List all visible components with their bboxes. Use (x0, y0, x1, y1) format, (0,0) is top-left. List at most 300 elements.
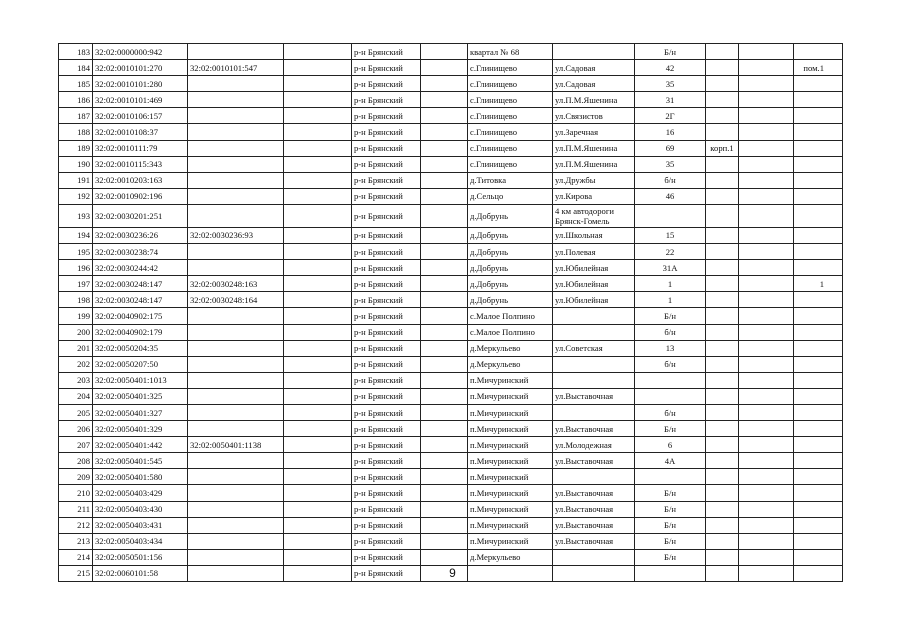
cell-linked-cadastral-number (188, 404, 284, 420)
cell-settlement: п.Мичуринский (468, 501, 553, 517)
cell-building (706, 60, 739, 76)
cell-building (706, 308, 739, 324)
table-row (59, 356, 843, 372)
cell-extra (739, 92, 794, 108)
cell-row-number: 197 (59, 276, 93, 292)
table-row (59, 501, 843, 517)
cell-street: ул.Молодежная (553, 437, 635, 453)
cell-settlement: д.Добрунь (468, 276, 553, 292)
cell-extra (739, 60, 794, 76)
cell-extra (739, 188, 794, 204)
cell-settlement: д.Меркульево (468, 356, 553, 372)
cell-house-number: 31А (635, 260, 706, 276)
cell-district-extra (421, 437, 468, 453)
cell-street: ул.Школьная (553, 227, 635, 243)
cell-district: р-н Брянский (352, 324, 421, 340)
cell-apartment (794, 404, 843, 420)
cell-linked-cadastral-number (188, 421, 284, 437)
cell-district: р-н Брянский (352, 404, 421, 420)
cell-district-extra (421, 244, 468, 260)
cell-district-extra (421, 372, 468, 388)
cell-linked-cadastral-number (188, 156, 284, 172)
cell-apartment (794, 372, 843, 388)
cell-house-number: 16 (635, 124, 706, 140)
cell-apartment (794, 44, 843, 60)
cell-region-extra (284, 292, 352, 308)
cell-extra (739, 204, 794, 227)
cell-street (553, 44, 635, 60)
cell-region-extra (284, 485, 352, 501)
cell-region-extra (284, 356, 352, 372)
cell-extra (739, 140, 794, 156)
cell-building (706, 372, 739, 388)
cell-settlement: с.Глинищево (468, 140, 553, 156)
cell-building (706, 340, 739, 356)
cell-extra (739, 437, 794, 453)
cell-row-number: 194 (59, 227, 93, 243)
table-row (59, 485, 843, 501)
cell-extra (739, 76, 794, 92)
cell-district: р-н Брянский (352, 227, 421, 243)
cell-region-extra (284, 156, 352, 172)
cell-cadastral-number: 32:02:0050403:429 (93, 485, 188, 501)
cell-district-extra (421, 227, 468, 243)
cell-settlement: п.Мичуринский (468, 421, 553, 437)
table-row (59, 60, 843, 76)
table-row (59, 292, 843, 308)
cell-row-number: 193 (59, 204, 93, 227)
cell-extra (739, 549, 794, 565)
cell-region-extra (284, 372, 352, 388)
cell-linked-cadastral-number (188, 92, 284, 108)
table-row (59, 204, 843, 227)
cell-extra (739, 340, 794, 356)
cell-district: р-н Брянский (352, 437, 421, 453)
cell-extra (739, 421, 794, 437)
table-row (59, 324, 843, 340)
cell-settlement: д.Добрунь (468, 204, 553, 227)
cell-district-extra (421, 156, 468, 172)
cell-region-extra (284, 204, 352, 227)
cell-cadastral-number: 32:02:0010101:280 (93, 76, 188, 92)
cell-street (553, 404, 635, 420)
cell-region-extra (284, 227, 352, 243)
cell-row-number: 183 (59, 44, 93, 60)
cell-cadastral-number: 32:02:0010902:196 (93, 188, 188, 204)
cell-house-number: 2Г (635, 108, 706, 124)
cell-district: р-н Брянский (352, 469, 421, 485)
cell-cadastral-number: 32:02:0030248:147 (93, 292, 188, 308)
cell-house-number: 13 (635, 340, 706, 356)
cell-apartment (794, 501, 843, 517)
cell-linked-cadastral-number (188, 388, 284, 404)
cell-apartment (794, 292, 843, 308)
cell-cadastral-number: 32:02:0030244:42 (93, 260, 188, 276)
cell-apartment (794, 388, 843, 404)
cell-linked-cadastral-number (188, 124, 284, 140)
table-row (59, 124, 843, 140)
cell-cadastral-number: 32:02:0030236:26 (93, 227, 188, 243)
cell-extra (739, 324, 794, 340)
cell-cadastral-number: 32:02:0050403:431 (93, 517, 188, 533)
cell-district-extra (421, 308, 468, 324)
cell-linked-cadastral-number (188, 372, 284, 388)
cell-district: р-н Брянский (352, 356, 421, 372)
cell-cadastral-number: 32:02:0030238:74 (93, 244, 188, 260)
cell-apartment (794, 356, 843, 372)
cell-building: корп.1 (706, 140, 739, 156)
cell-district-extra (421, 501, 468, 517)
cell-region-extra (284, 388, 352, 404)
table-row (59, 92, 843, 108)
cell-street: ул.Выставочная (553, 517, 635, 533)
table-row (59, 308, 843, 324)
cell-cadastral-number: 32:02:0010108:37 (93, 124, 188, 140)
cell-region-extra (284, 421, 352, 437)
cell-district: р-н Брянский (352, 388, 421, 404)
cell-district-extra (421, 60, 468, 76)
cell-region-extra (284, 244, 352, 260)
cell-extra (739, 172, 794, 188)
cell-linked-cadastral-number (188, 140, 284, 156)
cell-linked-cadastral-number (188, 188, 284, 204)
cell-building (706, 44, 739, 60)
cell-street: 4 км автодороги Брянск-Гомель (553, 204, 635, 227)
cell-settlement: д.Добрунь (468, 227, 553, 243)
cell-row-number: 199 (59, 308, 93, 324)
cell-apartment (794, 517, 843, 533)
cell-building (706, 356, 739, 372)
cell-street: ул.П.М.Яшенина (553, 140, 635, 156)
cell-district: р-н Брянский (352, 172, 421, 188)
cell-district-extra (421, 453, 468, 469)
cell-building (706, 276, 739, 292)
cell-district-extra (421, 356, 468, 372)
cell-building (706, 469, 739, 485)
cell-building (706, 388, 739, 404)
cell-cadastral-number: 32:02:0050401:327 (93, 404, 188, 420)
cell-district: р-н Брянский (352, 44, 421, 60)
cell-region-extra (284, 172, 352, 188)
cell-linked-cadastral-number (188, 260, 284, 276)
cell-house-number (635, 388, 706, 404)
cell-linked-cadastral-number (188, 108, 284, 124)
cell-street: ул.Выставочная (553, 453, 635, 469)
cell-district-extra (421, 76, 468, 92)
cell-house-number: 22 (635, 244, 706, 260)
cell-apartment (794, 453, 843, 469)
cell-settlement: с.Глинищево (468, 92, 553, 108)
cell-region-extra (284, 188, 352, 204)
cell-region-extra (284, 404, 352, 420)
cell-settlement: с.Глинищево (468, 76, 553, 92)
cell-linked-cadastral-number (188, 244, 284, 260)
cell-row-number: 204 (59, 388, 93, 404)
cell-extra (739, 356, 794, 372)
cell-building (706, 260, 739, 276)
cell-building (706, 92, 739, 108)
cell-region-extra (284, 549, 352, 565)
cell-district: р-н Брянский (352, 76, 421, 92)
cell-street (553, 469, 635, 485)
cell-building (706, 421, 739, 437)
cell-house-number (635, 204, 706, 227)
cell-extra (739, 517, 794, 533)
cell-street: ул.Юбилейная (553, 276, 635, 292)
cell-settlement: д.Титовка (468, 172, 553, 188)
cell-cadastral-number: 32:02:0050403:430 (93, 501, 188, 517)
cell-linked-cadastral-number (188, 549, 284, 565)
cell-district-extra (421, 388, 468, 404)
cell-linked-cadastral-number (188, 76, 284, 92)
cell-linked-cadastral-number (188, 517, 284, 533)
cell-district: р-н Брянский (352, 92, 421, 108)
cell-apartment (794, 421, 843, 437)
cell-street: ул.П.М.Яшенина (553, 92, 635, 108)
cell-house-number: Б/н (635, 501, 706, 517)
cell-linked-cadastral-number (188, 204, 284, 227)
cell-building (706, 437, 739, 453)
table-row (59, 533, 843, 549)
cell-street (553, 308, 635, 324)
cell-house-number: 4А (635, 453, 706, 469)
cell-street: ул.Дружбы (553, 172, 635, 188)
cell-street (553, 324, 635, 340)
cell-district-extra (421, 124, 468, 140)
cell-settlement: д.Добрунь (468, 244, 553, 260)
cell-apartment (794, 324, 843, 340)
cell-district-extra (421, 92, 468, 108)
cell-street (553, 372, 635, 388)
table-row (59, 260, 843, 276)
cell-district-extra (421, 469, 468, 485)
cell-apartment (794, 260, 843, 276)
cell-settlement: с.Малое Полпино (468, 308, 553, 324)
cell-street: ул.П.М.Яшенина (553, 156, 635, 172)
cell-district: р-н Брянский (352, 188, 421, 204)
cell-district-extra (421, 172, 468, 188)
cell-apartment (794, 108, 843, 124)
cell-cadastral-number: 32:02:0050207:50 (93, 356, 188, 372)
cell-house-number: 1 (635, 292, 706, 308)
cell-region-extra (284, 92, 352, 108)
cell-row-number: 190 (59, 156, 93, 172)
cell-region-extra (284, 469, 352, 485)
cell-district: р-н Брянский (352, 60, 421, 76)
cell-apartment (794, 549, 843, 565)
cell-apartment (794, 140, 843, 156)
cell-building (706, 76, 739, 92)
cell-house-number: 35 (635, 156, 706, 172)
cell-street (553, 549, 635, 565)
cell-apartment (794, 124, 843, 140)
cell-building (706, 453, 739, 469)
cell-building (706, 172, 739, 188)
cell-cadastral-number: 32:02:0050401:545 (93, 453, 188, 469)
cell-extra (739, 388, 794, 404)
cell-building (706, 485, 739, 501)
cell-building (706, 108, 739, 124)
cell-apartment (794, 204, 843, 227)
cell-house-number: б/н (635, 324, 706, 340)
cell-extra (739, 44, 794, 60)
cell-cadastral-number: 32:02:0040902:179 (93, 324, 188, 340)
cell-extra (739, 156, 794, 172)
cell-region-extra (284, 276, 352, 292)
cell-region-extra (284, 340, 352, 356)
cell-district: р-н Брянский (352, 108, 421, 124)
cell-extra (739, 244, 794, 260)
cell-house-number: б/н (635, 356, 706, 372)
cell-linked-cadastral-number (188, 533, 284, 549)
cell-street: ул.Садовая (553, 60, 635, 76)
cell-extra (739, 292, 794, 308)
cell-cadastral-number: 32:02:0010115:343 (93, 156, 188, 172)
cell-building (706, 204, 739, 227)
cell-row-number: 198 (59, 292, 93, 308)
cell-row-number: 201 (59, 340, 93, 356)
cell-district: р-н Брянский (352, 340, 421, 356)
cell-cadastral-number: 32:02:0030201:251 (93, 204, 188, 227)
cell-settlement: д.Меркульево (468, 340, 553, 356)
cell-house-number: Б/н (635, 308, 706, 324)
cell-house-number: 69 (635, 140, 706, 156)
cell-building (706, 404, 739, 420)
cell-settlement: п.Мичуринский (468, 437, 553, 453)
cell-cadastral-number: 32:02:0010101:469 (93, 92, 188, 108)
cell-linked-cadastral-number (188, 340, 284, 356)
cell-building (706, 292, 739, 308)
cell-row-number: 213 (59, 533, 93, 549)
cell-house-number: 31 (635, 92, 706, 108)
cell-linked-cadastral-number (188, 44, 284, 60)
cell-apartment (794, 533, 843, 549)
cell-extra (739, 453, 794, 469)
cell-house-number: 6 (635, 437, 706, 453)
property-register-table (58, 43, 843, 582)
cell-district-extra (421, 485, 468, 501)
cell-district: р-н Брянский (352, 372, 421, 388)
cell-district: р-н Брянский (352, 421, 421, 437)
table-row (59, 453, 843, 469)
cell-extra (739, 533, 794, 549)
cell-settlement: п.Мичуринский (468, 372, 553, 388)
cell-row-number: 205 (59, 404, 93, 420)
cell-apartment (794, 244, 843, 260)
cell-district-extra (421, 324, 468, 340)
cell-district-extra (421, 404, 468, 420)
cell-settlement: с.Глинищево (468, 60, 553, 76)
cell-cadastral-number: 32:02:0010111:79 (93, 140, 188, 156)
cell-district-extra (421, 188, 468, 204)
cell-extra (739, 276, 794, 292)
cell-house-number: Б/н (635, 421, 706, 437)
cell-district: р-н Брянский (352, 308, 421, 324)
cell-cadastral-number: 32:02:0040902:175 (93, 308, 188, 324)
cell-settlement: д.Добрунь (468, 260, 553, 276)
cell-building (706, 124, 739, 140)
cell-cadastral-number: 32:02:0030248:147 (93, 276, 188, 292)
cell-house-number: б/н (635, 172, 706, 188)
cell-settlement: п.Мичуринский (468, 404, 553, 420)
cell-house-number: Б/н (635, 485, 706, 501)
cell-region-extra (284, 108, 352, 124)
cell-district: р-н Брянский (352, 156, 421, 172)
cell-settlement: с.Глинищево (468, 108, 553, 124)
table-row (59, 372, 843, 388)
cell-region-extra (284, 308, 352, 324)
cell-apartment (794, 227, 843, 243)
cell-building (706, 324, 739, 340)
cell-extra (739, 108, 794, 124)
cell-house-number: 1 (635, 276, 706, 292)
table-row (59, 108, 843, 124)
cell-street: ул.Выставочная (553, 533, 635, 549)
cell-row-number: 187 (59, 108, 93, 124)
cell-settlement: д.Добрунь (468, 292, 553, 308)
cell-region-extra (284, 517, 352, 533)
cell-row-number: 196 (59, 260, 93, 276)
cell-house-number: 46 (635, 188, 706, 204)
cell-district: р-н Брянский (352, 517, 421, 533)
cell-building (706, 188, 739, 204)
cell-linked-cadastral-number: 32:02:0030236:93 (188, 227, 284, 243)
cell-settlement: с.Глинищево (468, 124, 553, 140)
cell-district: р-н Брянский (352, 485, 421, 501)
cell-building (706, 501, 739, 517)
cell-cadastral-number: 32:02:0050401:580 (93, 469, 188, 485)
cell-settlement: с.Малое Полпино (468, 324, 553, 340)
cell-house-number: 15 (635, 227, 706, 243)
table-row (59, 76, 843, 92)
cell-row-number: 195 (59, 244, 93, 260)
cell-region-extra (284, 453, 352, 469)
cell-linked-cadastral-number (188, 501, 284, 517)
cell-row-number: 188 (59, 124, 93, 140)
cell-linked-cadastral-number (188, 308, 284, 324)
cell-house-number: Б/н (635, 517, 706, 533)
cell-street: ул.Садовая (553, 76, 635, 92)
cell-settlement: с.Глинищево (468, 156, 553, 172)
table-row (59, 227, 843, 243)
cell-street: ул.Заречная (553, 124, 635, 140)
cell-district: р-н Брянский (352, 501, 421, 517)
cell-settlement: п.Мичуринский (468, 517, 553, 533)
cell-apartment: 1 (794, 276, 843, 292)
cell-settlement: квартал № 68 (468, 44, 553, 60)
cell-row-number: 203 (59, 372, 93, 388)
cell-region-extra (284, 124, 352, 140)
cell-district: р-н Брянский (352, 549, 421, 565)
cell-cadastral-number: 32:02:0050501:156 (93, 549, 188, 565)
cell-region-extra (284, 501, 352, 517)
cell-house-number: б/н (635, 404, 706, 420)
table-row (59, 140, 843, 156)
cell-row-number: 211 (59, 501, 93, 517)
cell-extra (739, 469, 794, 485)
cell-apartment (794, 485, 843, 501)
cell-linked-cadastral-number: 32:02:0010101:547 (188, 60, 284, 76)
cell-house-number (635, 372, 706, 388)
cell-district-extra (421, 108, 468, 124)
cell-district: р-н Брянский (352, 124, 421, 140)
cell-house-number: 35 (635, 76, 706, 92)
cell-settlement: д.Сельцо (468, 188, 553, 204)
table-row (59, 388, 843, 404)
cell-cadastral-number: 32:02:0050401:329 (93, 421, 188, 437)
table-row (59, 469, 843, 485)
cell-street: ул.Выставочная (553, 485, 635, 501)
